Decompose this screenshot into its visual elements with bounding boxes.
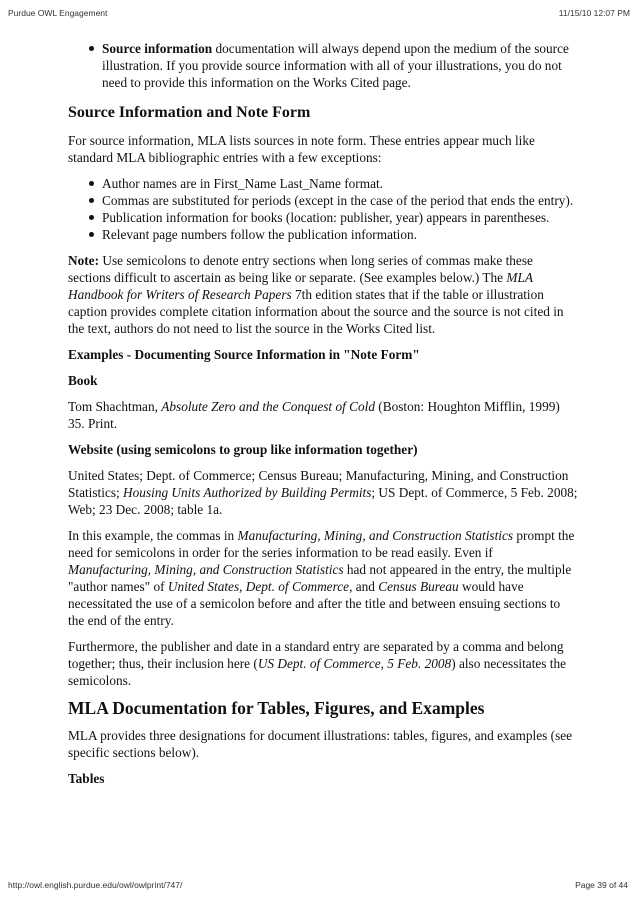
website-label: Website (using semicolons to group like information together): [68, 442, 418, 457]
italic-title: Housing Units Authorized by Building Permits: [123, 485, 372, 500]
text-run: prompt the need for semicolons in order for the series information to be read easily. Even if: [68, 528, 575, 560]
list-item: Commas are substituted for periods (except in the case of the period that ends the entry).: [102, 192, 578, 209]
text-run: United States; Dept. of Commerce; Census Bureau; Manufacturing, Mining, and Construction Statistics;: [68, 468, 569, 500]
examples-heading: Examples - Documenting Source Information in "Note Form": [68, 347, 420, 362]
bullet-text: documentation will always depend upon the medium of the source illustration. If you provide source information with all of your illustrations, you do not need to provide this information on the Works Cited page.: [102, 41, 569, 90]
italic-title: Census Bureau: [378, 579, 459, 594]
example-explanation: [68, 527, 578, 629]
print-footer-url: http://owl.english.purdue.edu/owl/owlprint/747/: [8, 880, 183, 890]
text-run: ) also necessitates the semicolons.: [68, 656, 567, 688]
note-form-intro: For source information, MLA lists sources in note form. These entries appear much like standard MLA bibliographic entries with a few exceptions:: [68, 133, 535, 165]
source-info-bullet-list: [68, 40, 578, 91]
list-item: Author names are in First_Name Last_Name format.: [102, 175, 578, 192]
list-item: Relevant page numbers follow the publication information.: [102, 226, 578, 243]
text-run: Use semicolons to denote entry sections when long series of commas make these sections difficult to ascertain as being like or separate. (See examples below.) The: [68, 253, 533, 285]
italic-title: Manufacturing, Mining, and Construction Statistics: [68, 562, 344, 577]
text-run: had not appeared in the entry, the multiple "author names" of: [68, 562, 572, 594]
text-run: Tom Shachtman,: [68, 399, 162, 414]
list-item: Publication information for books (location: publisher, year) appears in parentheses.: [102, 209, 578, 226]
text-run: ,: [239, 579, 246, 594]
text-run: would have necessitated the use of a semicolon before and after the title and between ensuing sections to the end of the entry.: [68, 579, 561, 628]
publisher-explanation: [68, 638, 578, 689]
text-run: In this example, the commas in: [68, 528, 238, 543]
designations-intro: MLA provides three designations for document illustrations: tables, figures, and examples (see specific sections below).: [68, 728, 573, 760]
print-footer-page-number: Page 39 of 44: [575, 880, 628, 890]
text-run: , and: [349, 579, 379, 594]
book-label: Book: [68, 373, 98, 388]
tables-label: Tables: [68, 771, 105, 786]
section-heading-note-form: Source Information and Note Form: [68, 104, 311, 121]
text-run: (Boston: Houghton Mifflin, 1999) 35. Print.: [68, 399, 560, 431]
italic-title: United States: [167, 579, 240, 594]
book-example: [68, 398, 578, 432]
text-run: 7th edition states that if the table or illustration caption provides complete citation information about the source and the source is not cited in the text, authors do not need to list the source in the Works Cited list.: [68, 287, 564, 336]
text-run: ; US Dept. of Commerce, 5 Feb. 2008; Web; 23 Dec. 2008; table 1a.: [68, 485, 578, 517]
italic-title: MLA Handbook for Writers of Research Papers: [68, 270, 533, 302]
note-paragraph: [68, 252, 578, 337]
page-content: [68, 40, 578, 796]
exceptions-list: [68, 175, 578, 243]
website-example: [68, 467, 578, 518]
section-heading-tables-figures: MLA Documentation for Tables, Figures, and Examples: [68, 698, 485, 718]
italic-title: Manufacturing, Mining, and Construction Statistics: [237, 528, 514, 543]
italic-title: Dept. of Commerce: [245, 579, 350, 594]
list-item: [102, 40, 578, 91]
note-label: Note:: [68, 253, 100, 268]
italic-title: Absolute Zero and the Conquest of Cold: [161, 399, 375, 414]
print-header-timestamp: 11/15/10 12:07 PM: [558, 8, 630, 18]
bold-term: Source information: [102, 41, 213, 56]
italic-title: US Dept. of Commerce, 5 Feb. 2008: [257, 656, 452, 671]
text-run: Furthermore, the publisher and date in a standard entry are separated by a comma and belong together; thus, their inclusion here (: [68, 639, 564, 671]
print-header-title: Purdue OWL Engagement: [8, 8, 108, 18]
